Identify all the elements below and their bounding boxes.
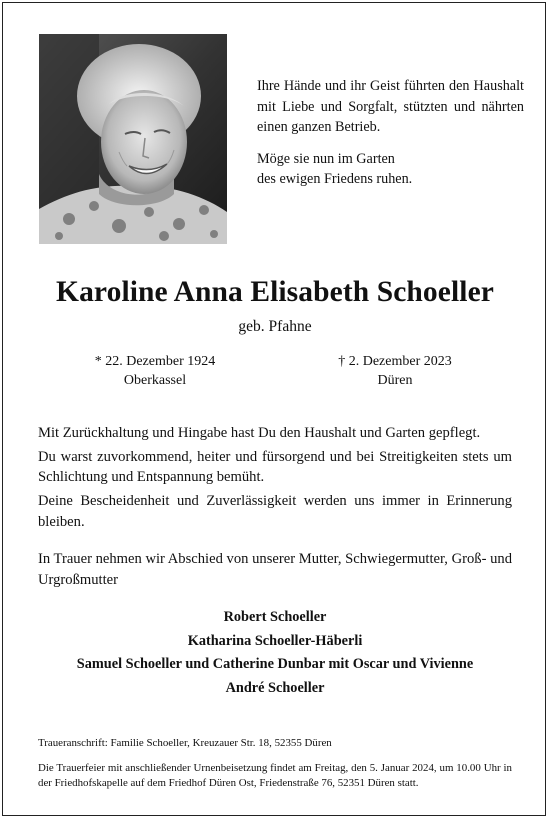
birth-date: * 22. Dezember 1924 (94, 354, 216, 369)
verse-stanza-1: Ihre Hände und ihr Geist führten den Haushalt mit Liebe und Sorgfalt, stützten und nährten einen ganzen Betrieb. (257, 78, 524, 135)
family-member: André Schoeller (225, 680, 325, 697)
family-member: Robert Schoeller (223, 609, 327, 625)
family-member: Samuel Schoeller und Catherine Dunbar mit Oscar und Vivienne (76, 656, 474, 673)
verse-line-2b: des ewigen Friedens ruhen. (257, 171, 413, 187)
death-place: Düren (377, 373, 413, 388)
mourning-text: In Trauer nehmen wir Abschied von unserer Mutter, Schwiegermutter, Groß- und Urgroßmutter (38, 551, 512, 588)
deceased-name: Karoline Anna Elisabeth Schoeller (56, 276, 494, 308)
mourning-address: Traueranschrift: Familie Schoeller, Kreuzauer Str. 18, 52355 Düren (38, 737, 332, 749)
portrait-photo (39, 34, 227, 244)
tribute-paragraph: Du warst zuvorkommend, heiter und fürsorgend und bei Streitigkeiten stets um Schlichtung und Entspannung bemüht. (38, 448, 512, 486)
mourning-statement (38, 549, 512, 590)
funeral-service-info: Die Trauerfeier mit anschließender Urnenbeisetzung findet am Freitag, den 5. Januar 2024, um 10.00 Uhr in der Friedhofskapelle auf dem Friedhof Düren Ost, Friedenstraße 76, 52351 Düren statt. (38, 762, 512, 789)
verse-stanza-2 (257, 149, 524, 190)
tribute-text (38, 423, 512, 536)
tribute-paragraph: Deine Bescheidenheit und Zuverlässigkeit werden uns immer in Erinnerung bleiben. (38, 493, 512, 530)
birth-place: Oberkassel (123, 373, 187, 388)
birth-info (55, 352, 255, 390)
death-info (295, 352, 495, 390)
memorial-verse (257, 76, 524, 190)
verse-line-2a: Möge sie nun im Garten (257, 150, 395, 167)
death-date: † 2. Dezember 2023 (338, 354, 452, 369)
family-signatures (0, 606, 550, 701)
maiden-name: geb. Pfahne (238, 318, 312, 335)
tribute-paragraph: Mit Zurückhaltung und Hingabe hast Du den Haushalt und Garten gepflegt. (38, 425, 481, 441)
family-member: Katharina Schoeller-Häberli (187, 632, 363, 649)
